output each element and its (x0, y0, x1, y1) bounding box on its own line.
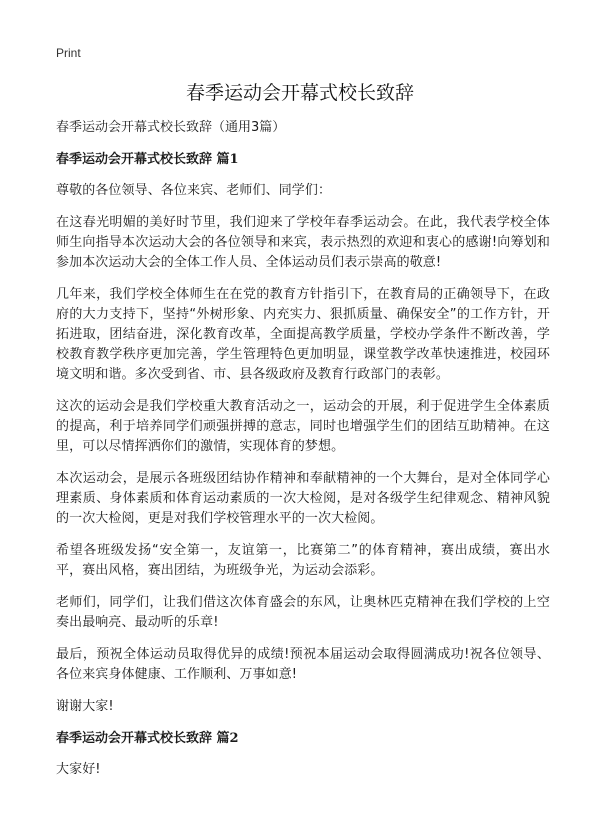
paragraph: 几年来，我们学校全体师生在在党的教育方针指引下，在教育局的正确领导下，在政府的大力支持下，坚持“外树形象、内充实力、狠抓质量、确保安全”的工作方针，开拓进取，团结奋进，深化教育改革，全面提高教学质量，学校办学条件不断改善，学校教育教学秩序更加完善，学生管理特色更加明显，课堂教学改革快速推进，校园环境文明和谐。多次受到省、市、县各级政府及教育行政部门的表彰。 (56, 287, 550, 382)
paragraph: 老师们，同学们，让我们借这次体育盛会的东风，让奥林匹克精神在我们学校的上空奏出最响亮、最动听的乐章! (56, 595, 550, 630)
section-2 (56, 729, 550, 780)
salutation: 尊敬的各位领导、各位来宾、老师们、同学们： (56, 183, 332, 198)
section-heading: 春季运动会开幕式校长致辞 篇2 (56, 731, 239, 746)
paragraph: 最后，预祝全体运动员取得优异的成绩!预祝本届运动会取得圆满成功!祝各位领导、各位来宾身体健康、工作顺利、万事如意! (56, 647, 550, 682)
paragraph: 希望各班级发扬“安全第一，友谊第一，比赛第二”的体育精神，赛出成绩，赛出水平，赛出风格，赛出团结，为班级争光，为运动会添彩。 (56, 543, 550, 578)
paragraph: 本次运动会，是展示各班级团结协作精神和奉献精神的一个大舞台，是对全体同学心理素质、身体素质和体育运动素质的一次大检阅，是对各级学生纪律观念、精神风貌的一次大检阅，更是对我们学校管理水平的一次大检阅。 (56, 471, 550, 526)
paragraph: 在这春光明媚的美好时节里，我们迎来了学校年春季运动会。在此，我代表学校全体师生向指导本次运动大会的各位领导和来宾，表示热烈的欢迎和衷心的感谢!向筹划和参加本次运动大会的全体工作人员、全体运动员们表示崇高的敬意! (56, 215, 550, 270)
paragraph: 这次的运动会是我们学校重大教育活动之一，运动会的开展，利于促进学生全体素质的提高，利于培养同学们顽强拼搏的意志，同时也增强学生们的团结互助精神。在这里，可以尽情挥洒你们的激情，实现体育的梦想。 (56, 399, 550, 454)
salutation: 大家好! (56, 762, 101, 777)
section-1 (56, 150, 550, 717)
document-subtitle: 春季运动会开幕式校长致辞（通用3篇） (56, 120, 286, 135)
closing-line: 谢谢大家! (56, 699, 114, 714)
document-body (56, 118, 550, 792)
section-heading: 春季运动会开幕式校长致辞 篇1 (56, 152, 239, 167)
document-title: 春季运动会开幕式校长致辞 (185, 82, 414, 104)
print-link[interactable]: Print (56, 46, 81, 60)
